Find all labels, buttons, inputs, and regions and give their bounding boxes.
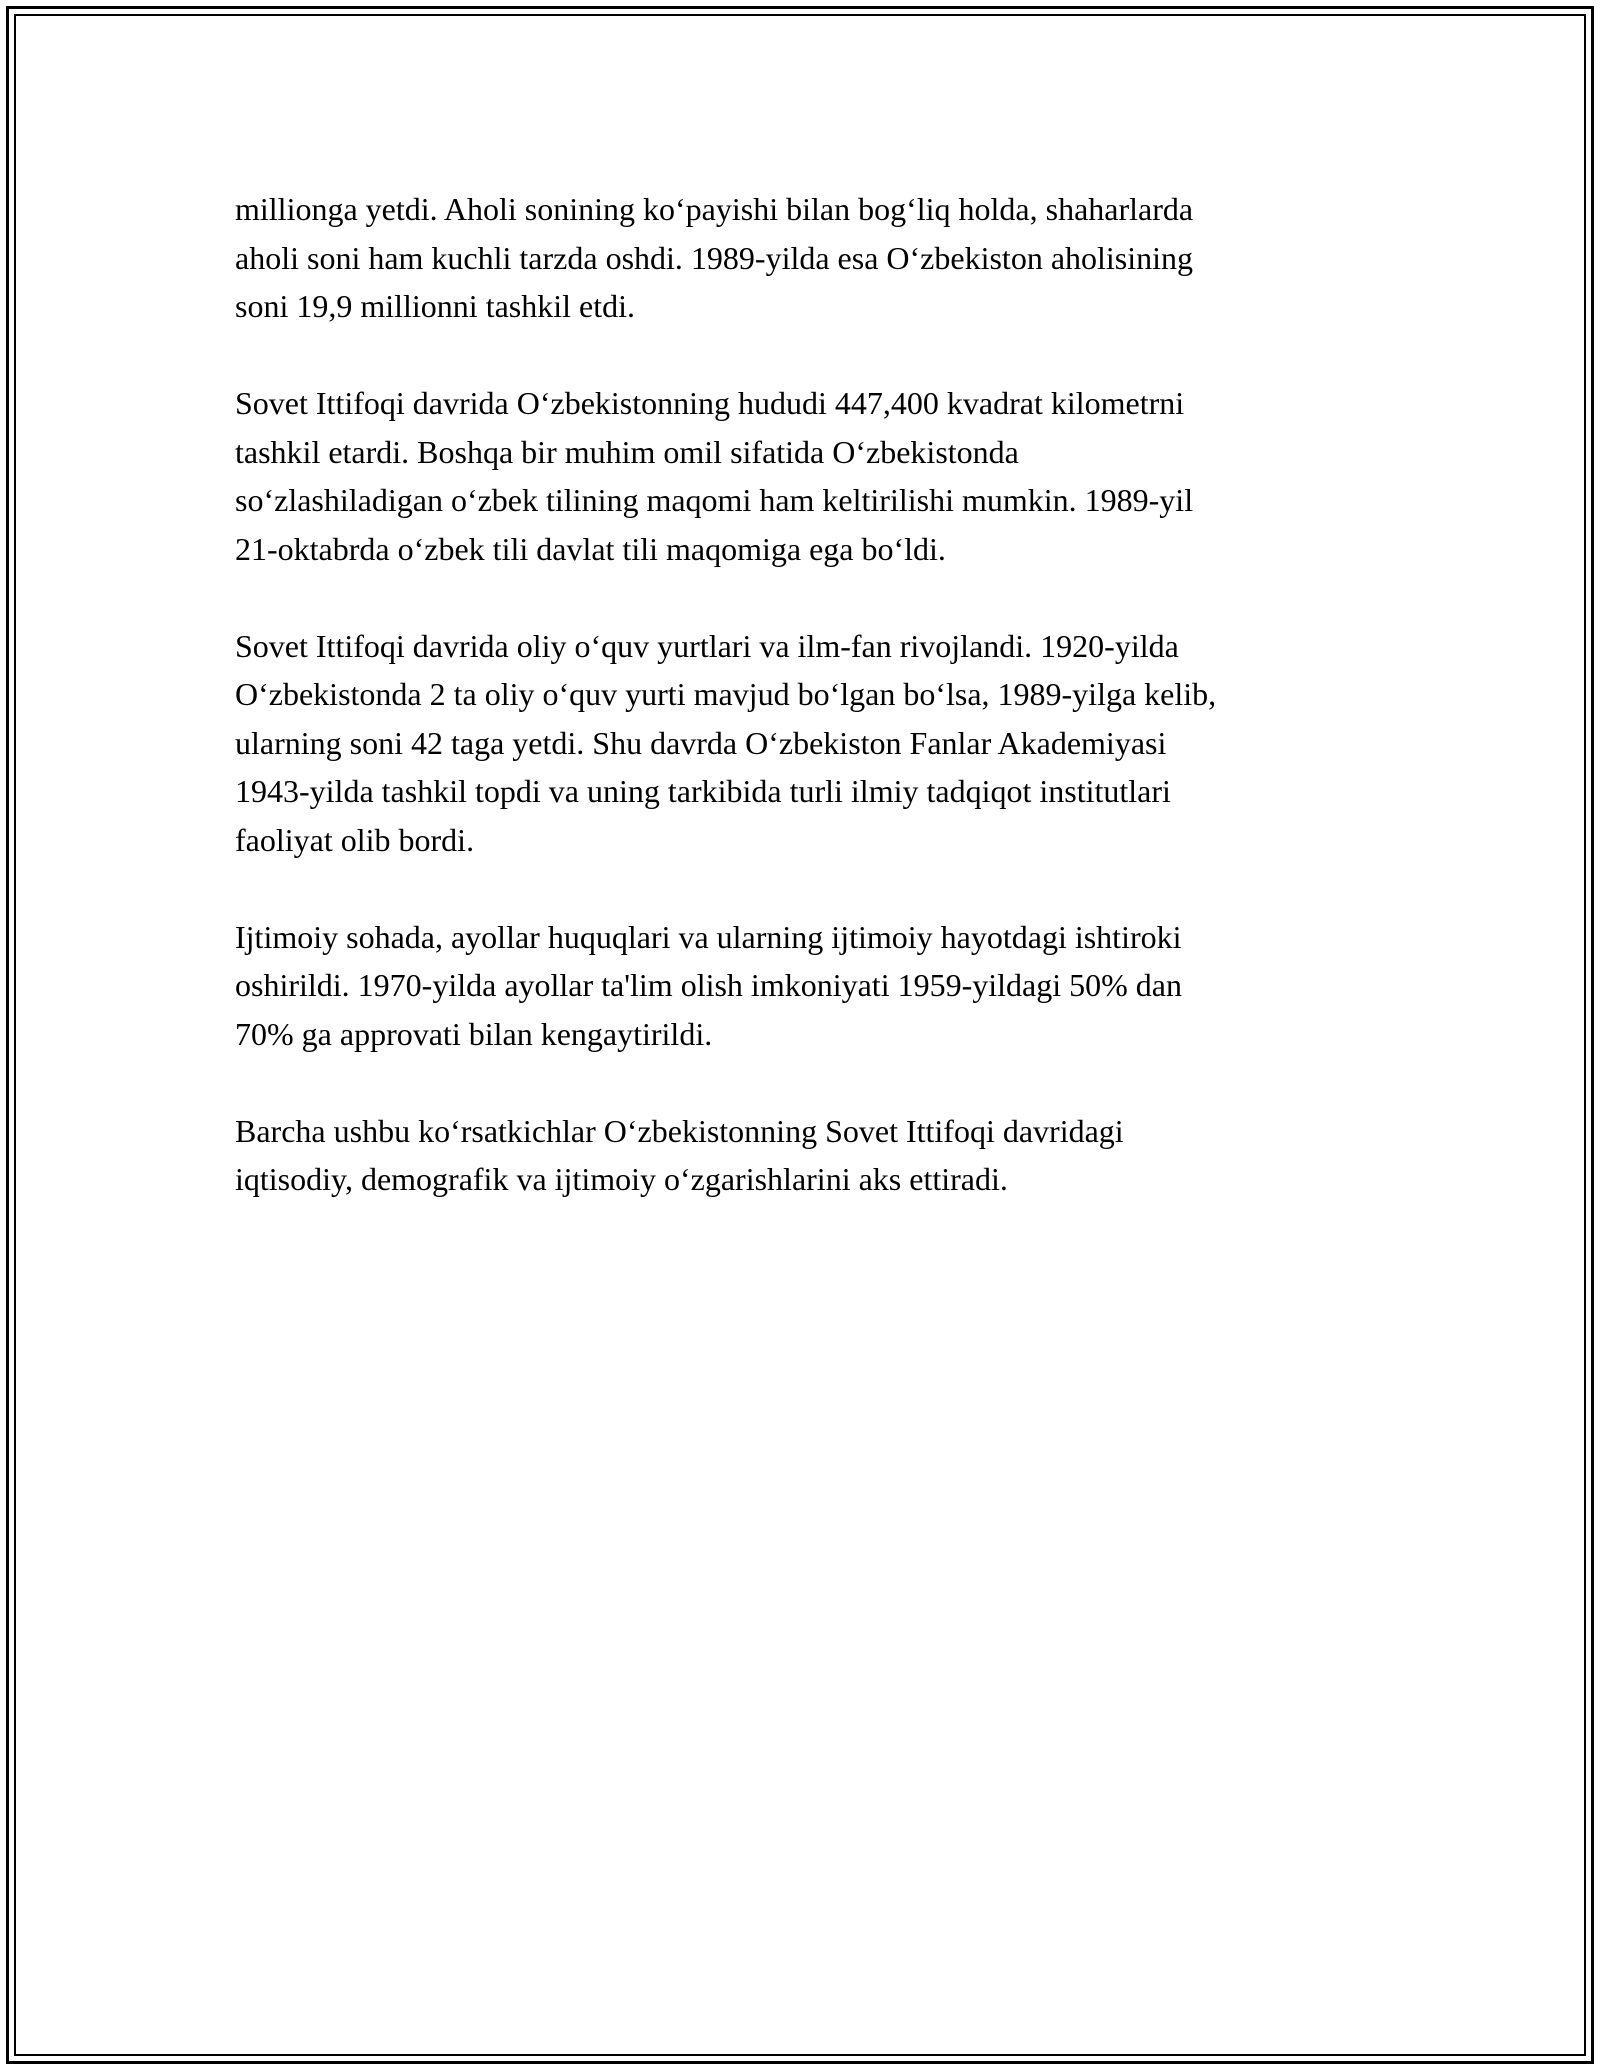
text-line: Barcha ushbu ko‘rsatkichlar O‘zbekistonning Sovet Ittifoqi davridagi bbox=[235, 1112, 1124, 1149]
paragraph-population bbox=[235, 185, 1385, 331]
paragraph-social-sphere bbox=[235, 913, 1385, 1059]
paragraph-territory-language bbox=[235, 379, 1385, 573]
text-line: aholi soni ham kuchli tarzda oshdi. 1989-yilda esa O‘zbekiston aholisining bbox=[235, 239, 1194, 276]
text-line: so‘zlashiladigan o‘zbek tilining maqomi ham keltirilishi mumkin. 1989-yil bbox=[235, 482, 1194, 518]
text-line: ularning soni 42 taga yetdi. Shu davrda O‘zbekiston Fanlar Akademiyasi bbox=[235, 724, 1167, 761]
text-line: millionga yetdi. Aholi sonining ko‘payishi bilan bog‘liq holda, shaharlarda bbox=[235, 191, 1194, 227]
text-line: soni 19,9 millionni tashkil etdi. bbox=[235, 288, 635, 324]
text-line: 1943-yilda tashkil topdi va uning tarkibida turli ilmiy tadqiqot institutlari bbox=[235, 773, 1171, 809]
text-line: tashkil etardi. Boshqa bir muhim omil sifatida O‘zbekistonda bbox=[235, 433, 1019, 470]
document-body bbox=[235, 185, 1385, 1252]
text-line: Sovet Ittifoqi davrida O‘zbekistonning hududi 447,400 kvadrat kilometrni bbox=[235, 385, 1185, 421]
paragraph-education-science bbox=[235, 622, 1385, 865]
text-line: 21-oktabrda o‘zbek tili davlat tili maqomiga ega bo‘ldi. bbox=[235, 530, 946, 567]
text-line: O‘zbekistonda 2 ta oliy o‘quv yurti mavjud bo‘lgan bo‘lsa, 1989-yilga kelib, bbox=[235, 676, 1217, 712]
text-line: iqtisodiy, demografik va ijtimoiy o‘zgarishlarini aks ettiradi. bbox=[235, 1161, 1008, 1197]
text-line: 70% ga approvati bilan kengaytirildi. bbox=[235, 1015, 713, 1052]
text-line: faoliyat olib bordi. bbox=[235, 821, 475, 858]
text-line: oshirildi. 1970-yilda ayollar ta'lim olish imkoniyati 1959-yildagi 50% dan bbox=[235, 967, 1182, 1003]
text-line: Sovet Ittifoqi davrida oliy o‘quv yurtlari va ilm-fan rivojlandi. 1920-yilda bbox=[235, 627, 1179, 664]
paragraph-conclusion bbox=[235, 1107, 1385, 1204]
text-line: Ijtimoiy sohada, ayollar huquqlari va ularning ijtimoiy hayotdagi ishtiroki bbox=[235, 918, 1182, 955]
